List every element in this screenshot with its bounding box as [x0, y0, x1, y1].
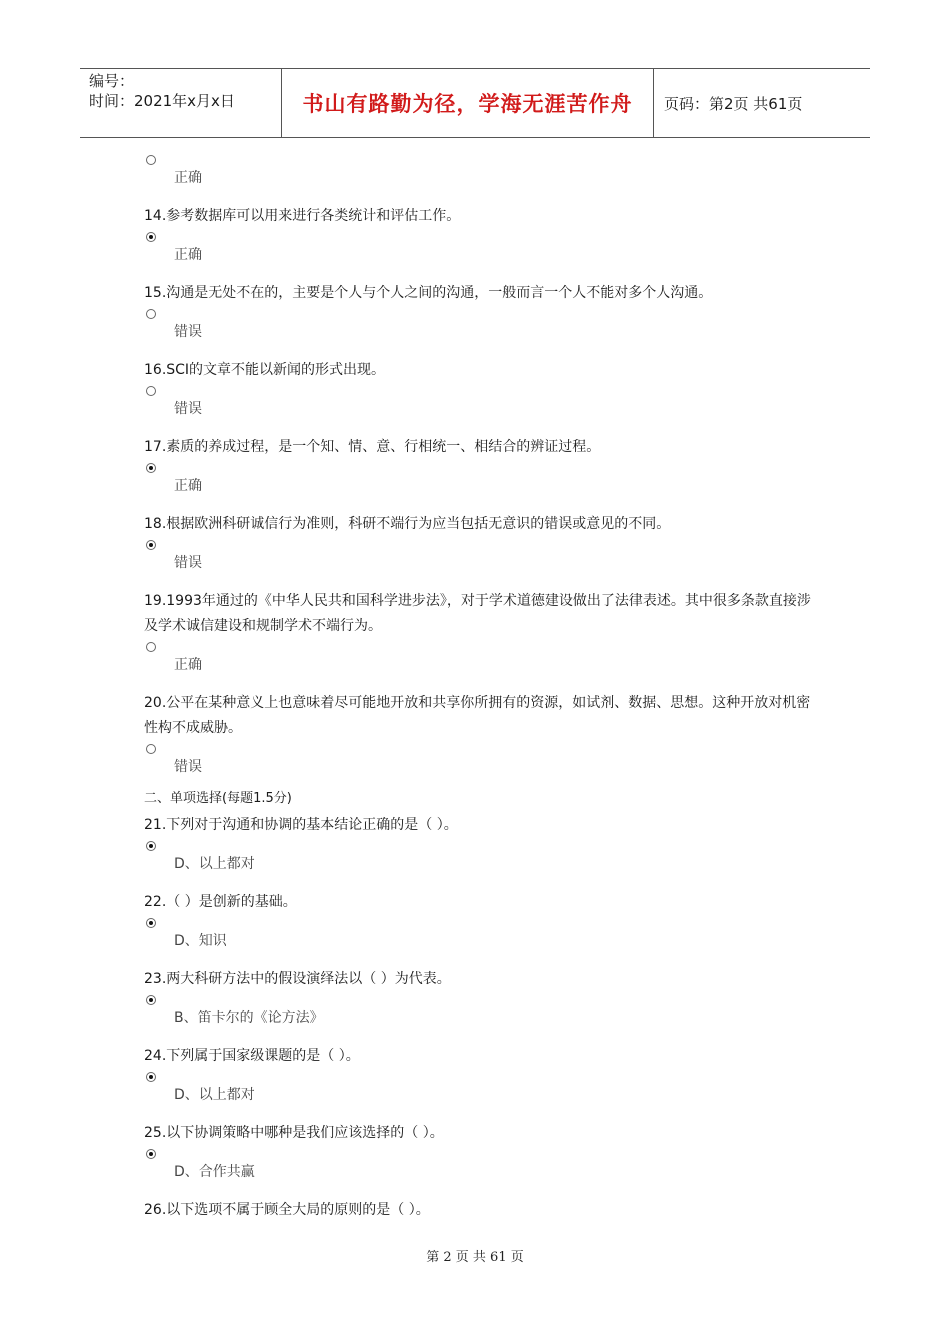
question-list: [144, 152, 824, 1238]
radio-button[interactable]: [146, 386, 156, 396]
radio-button[interactable]: [146, 155, 156, 165]
time-label: 时间：2021年x月x日: [89, 92, 235, 110]
header-motto-cell: [282, 69, 654, 137]
radio-button[interactable]: [146, 841, 156, 851]
question-text: 17.素质的养成过程，是一个知、情、意、行相统一、相结合的辨证过程。: [144, 439, 601, 455]
question-item: [144, 512, 824, 574]
question-text: 14.参考数据库可以用来进行各类统计和评估工作。: [144, 208, 461, 224]
question-text: 18.根据欧洲科研诚信行为准则，科研不端行为应当包括无意识的错误或意见的不同。: [144, 516, 671, 532]
choice-section: [144, 813, 824, 1183]
answer-text: 正确: [174, 247, 202, 263]
question-item: [144, 435, 824, 497]
question-item: [144, 281, 824, 343]
question-text: 22.（ ）是创新的基础。: [144, 894, 297, 910]
answer-text: D、以上都对: [174, 1087, 255, 1103]
answer-text: B、笛卡尔的《论方法》: [174, 1010, 324, 1026]
question-item: [144, 890, 824, 952]
question-text: 26.以下选项不属于顾全大局的原则的是（ ）。: [144, 1202, 430, 1218]
radio-button[interactable]: [146, 1072, 156, 1082]
radio-button[interactable]: [146, 540, 156, 550]
question-item: [144, 1044, 824, 1106]
question-item: [144, 155, 824, 189]
question-text: 20.公平在某种意义上也意味着尽可能地开放和共享你所拥有的资源，如试剂、数据、思想。这种开放对机密性构不成威胁。: [144, 695, 811, 736]
radio-button[interactable]: [146, 232, 156, 242]
question-item: [144, 358, 824, 420]
radio-button[interactable]: [146, 463, 156, 473]
question-text: 24.下列属于国家级课题的是（ ）。: [144, 1048, 360, 1064]
answer-text: 错误: [174, 759, 202, 775]
answer-text: D、以上都对: [174, 856, 255, 872]
question-item: [144, 1198, 824, 1223]
radio-button[interactable]: [146, 642, 156, 652]
question-text: 15.沟通是无处不在的，主要是个人与个人之间的沟通，一般而言一个人不能对多个人沟通。: [144, 285, 713, 301]
answer-text: 正确: [174, 657, 202, 673]
question-text: 16.SCI的文章不能以新闻的形式出现。: [144, 362, 386, 378]
answer-text: 正确: [174, 478, 202, 494]
radio-button[interactable]: [146, 918, 156, 928]
question-text: 19.1993年通过的《中华人民共和国科学进步法》，对于学术道德建设做出了法律表述。其中很多条款直接涉及学术诚信建设和规制学术不端行为。: [144, 593, 811, 634]
motto: 书山有路勤为径，学海无涯苦作舟: [302, 91, 633, 116]
page-info: 页码：第2页 共61页: [664, 94, 803, 113]
question-item: [144, 967, 824, 1029]
answer-text: 错误: [174, 401, 202, 417]
question-item: [144, 204, 824, 266]
answer-text: D、合作共赢: [174, 1164, 255, 1180]
header-page-info: [654, 69, 870, 137]
section-title: 二、单项选择(每题1.5分): [144, 791, 292, 806]
judgement-section: [144, 204, 824, 778]
answer-text: 错误: [174, 324, 202, 340]
page-footer: 第 2 页 共 61 页: [426, 1250, 524, 1265]
question-text: 25.以下协调策略中哪种是我们应该选择的（ ）。: [144, 1125, 444, 1141]
header-meta: [80, 69, 282, 137]
answer-text: 正确: [174, 170, 202, 186]
page-header: [80, 68, 870, 138]
answer-text: D、知识: [174, 933, 227, 949]
answer-text: 错误: [174, 555, 202, 571]
question-item: [144, 1121, 824, 1183]
radio-button[interactable]: [146, 744, 156, 754]
radio-button[interactable]: [146, 995, 156, 1005]
question-item: [144, 813, 824, 875]
radio-button[interactable]: [146, 1149, 156, 1159]
question-item: [144, 691, 824, 778]
question-text: 21.下列对于沟通和协调的基本结论正确的是（ ）。: [144, 817, 458, 833]
question-item: [144, 589, 824, 676]
serial-label: 编号：: [89, 72, 135, 90]
question-text: 23.两大科研方法中的假设演绎法以（ ）为代表。: [144, 971, 451, 987]
radio-button[interactable]: [146, 309, 156, 319]
